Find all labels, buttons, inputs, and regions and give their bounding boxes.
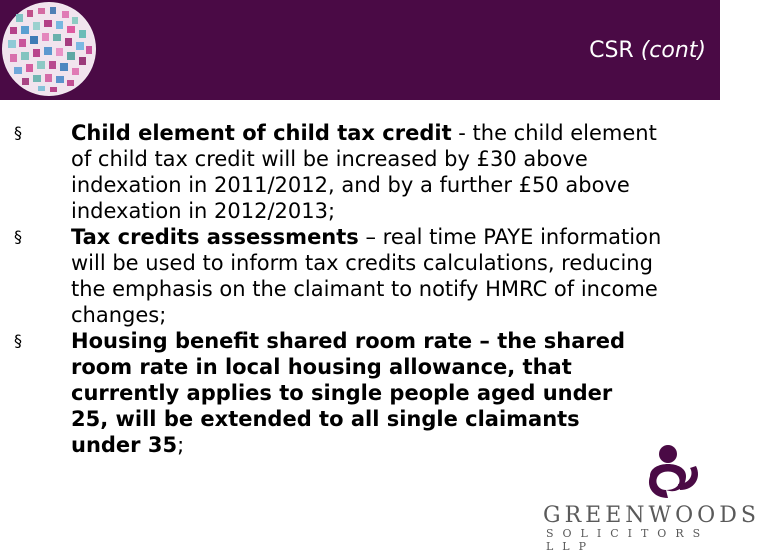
bullet-bold-text: Tax credits assessments: [71, 225, 359, 249]
list-item: [14, 328, 636, 458]
bullet-list: [14, 120, 664, 458]
firm-name: GREENWOODS: [543, 503, 760, 528]
bullet-text: ;: [177, 433, 185, 457]
bullet-icon: §: [14, 123, 22, 142]
list-item: [14, 120, 664, 224]
title-cont: (cont): [640, 38, 706, 63]
list-item: [14, 224, 664, 328]
slide-title: [589, 38, 706, 63]
community-circle-logo-icon: [2, 2, 96, 96]
bullet-text: – real time PAYE information will be used to inform tax credits calculations, reducing the emphasis on the claimant to notify HMRC of income changes;: [71, 225, 662, 327]
bullet-icon: §: [14, 227, 22, 246]
bullet-text: - the child element of child tax credit will be increased by £30 above indexation in 2011/2012, and by a further £50 above indexation in 2012/2013;: [71, 121, 657, 223]
bullet-bold-text: Child element of child tax credit: [71, 121, 452, 145]
firm-subtitle: SOLICITORS LLP: [546, 527, 710, 553]
header-bar: [0, 0, 720, 100]
bullet-icon: §: [14, 331, 22, 350]
title-main: CSR: [589, 38, 634, 63]
bullet-bold-text: Housing benefit shared room rate – the shared room rate in local housing allowance, that currently applies to single people aged under 25, will be extended to all single claimants under 35: [71, 329, 626, 457]
